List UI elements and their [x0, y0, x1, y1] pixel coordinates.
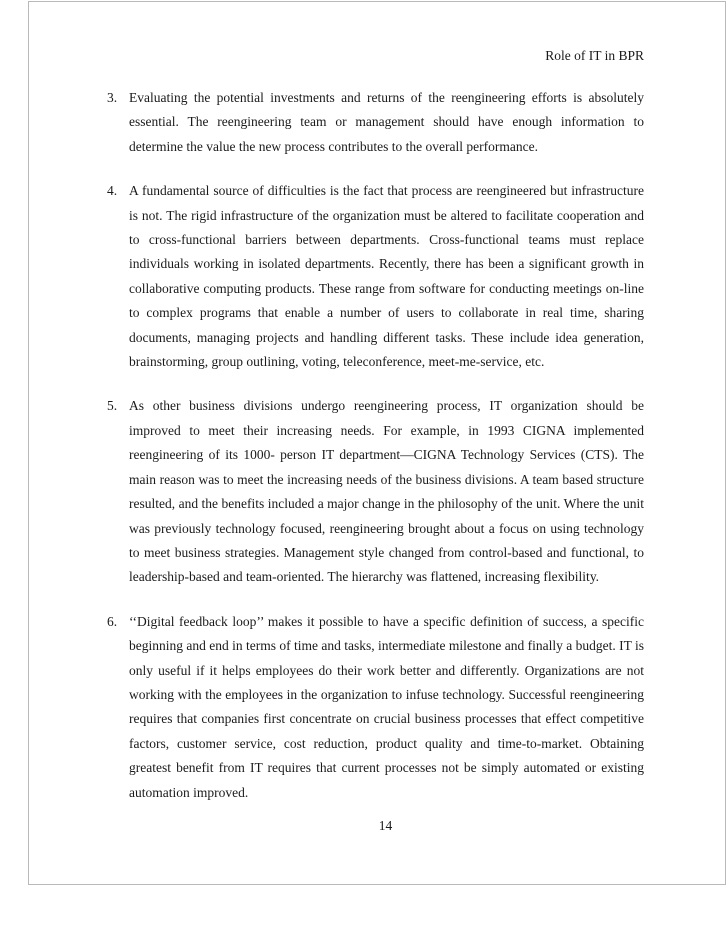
running-header: Role of IT in BPR [545, 48, 644, 63]
list-item [107, 179, 644, 374]
list-item-number: 5. [107, 398, 118, 414]
list-item-text: ‘‘Digital feedback loop’’ makes it possible to have a specific definition of success, a specific beginning and end in terms of time and tasks, intermediate milestone and finally a budget. IT is only useful if it helps employees do their work better and differently. Organizations are not working with the employees in the organization to infuse technology. Successful reengineering requires that companies first concentrate on crucial business processes that effect competitive factors, customer service, cost reduction, product quality and time-to-market. Obtaining greatest benefit from IT requires that current processes not be simply automated or existing automation improved. [129, 613, 644, 800]
list-item [107, 610, 644, 805]
list-item [107, 86, 644, 159]
list-item-text: As other business divisions undergo reengineering process, IT organization should be improved to meet their increasing needs. For example, in 1993 CIGNA implemented reengineering of its 1000- person IT department—CIGNA Technology Services (CTS). The main reason was to meet the increasing needs of the business divisions. A team based structure resulted, and the benefits included a major change in the philosophy of the unit. Where the unit was previously technology focused, reengineering brought about a focus on using technology to meet business strategies. Management style changed from control-based and functional, to leadership-based and team-oriented. The hierarchy was flattened, increasing flexibility. [129, 398, 644, 585]
list-item-number: 6. [107, 613, 118, 629]
list-item-text: A fundamental source of difficulties is the fact that process are reengineered but infrastructure is not. The rigid infrastructure of the organization must be altered to facilitate cooperation and to cross-functional barriers between departments. Cross-functional teams must replace individuals working in isolated departments. Recently, there has been a significant growth in collaborative computing products. These range from software for conducting meetings on-line to complex programs that enable a number of users to collaborate in real time, sharing documents, managing projects and handling different tasks. These include idea generation, brainstorming, group outlining, voting, teleconference, meet-me-service, etc. [129, 183, 644, 370]
document-body [107, 86, 644, 825]
list-item-number: 3. [107, 90, 118, 105]
page-number: 14 [378, 818, 393, 833]
list-item [107, 394, 644, 589]
list-item-number: 4. [107, 183, 118, 199]
list-item-text: Evaluating the potential investments and returns of the reengineering efforts is absolutely essential. The reengineering team or management should have enough information to determine the value the new process contributes to the overall performance. [129, 90, 644, 154]
